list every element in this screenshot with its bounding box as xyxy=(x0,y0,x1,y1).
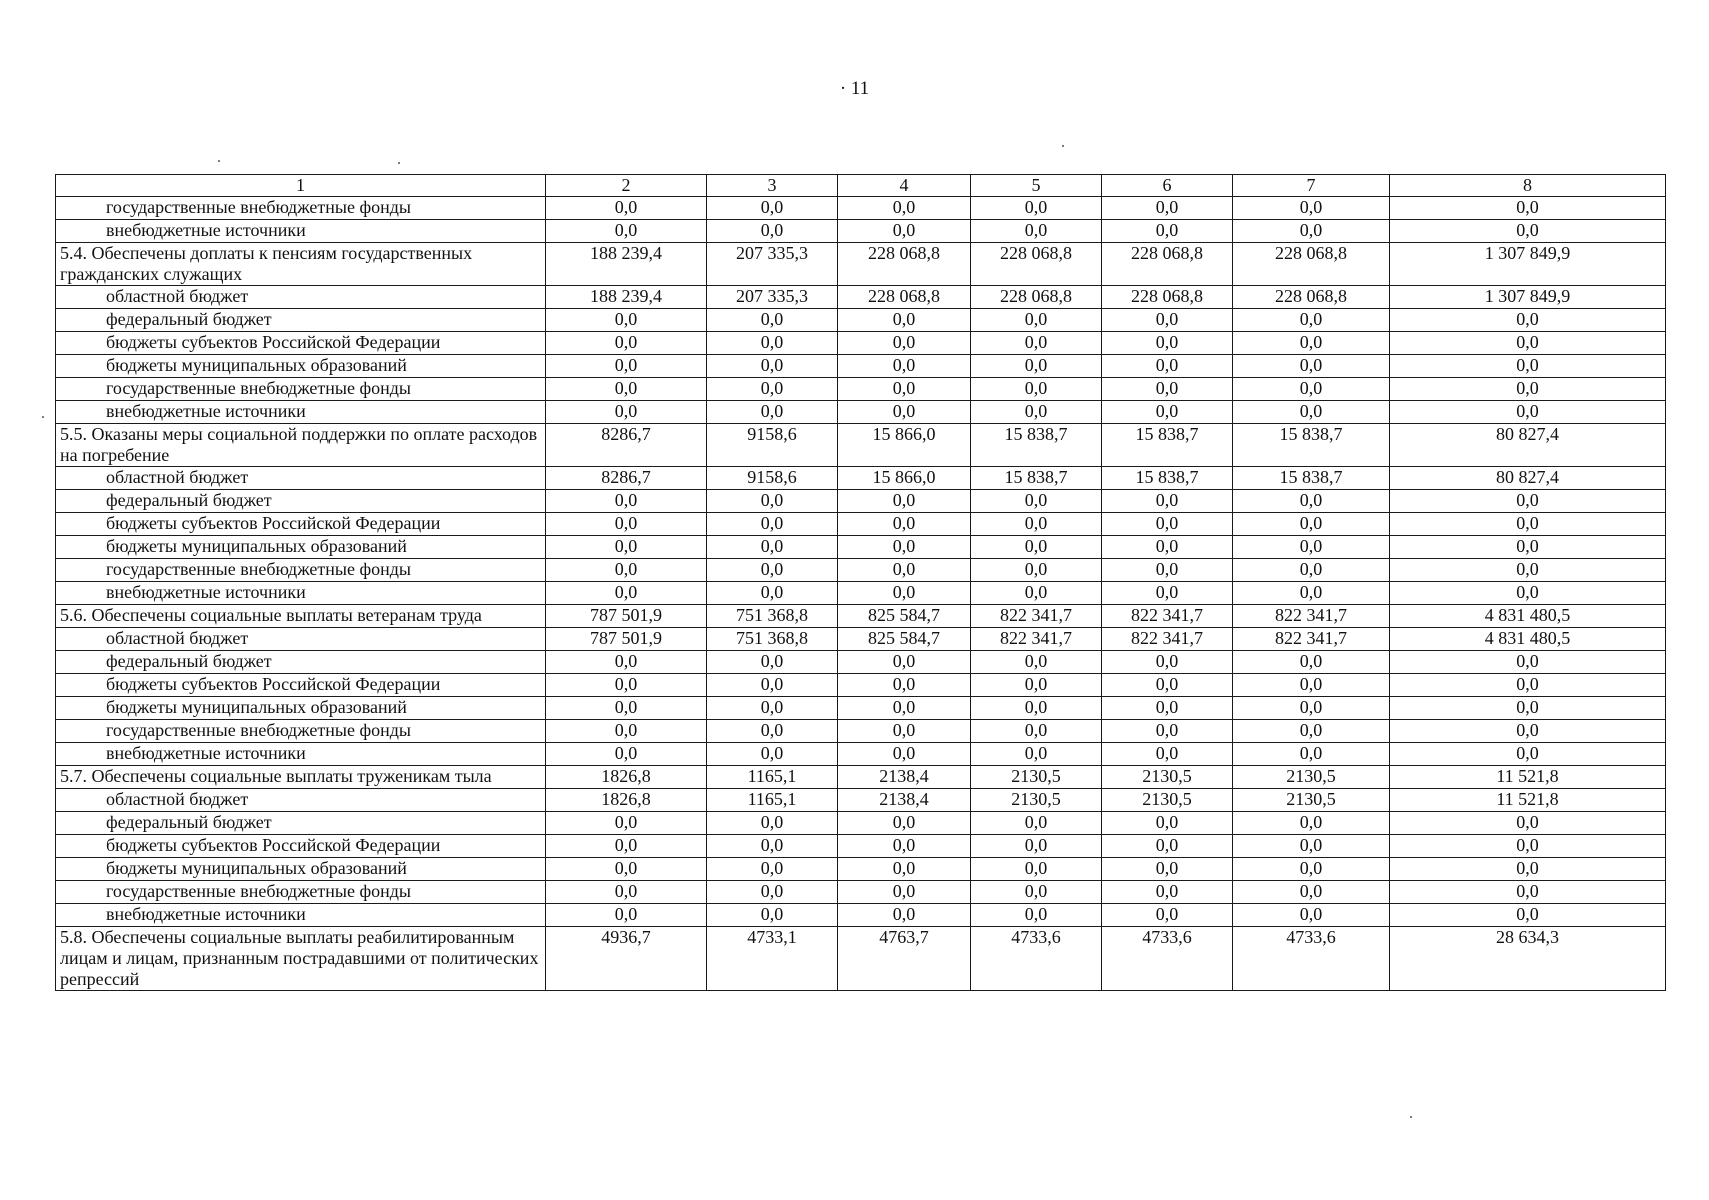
value-cell: 0,0 xyxy=(707,651,838,674)
value-cell: 4733,6 xyxy=(1102,927,1233,991)
value-cell: 0,0 xyxy=(707,197,838,220)
scan-speck xyxy=(1062,145,1064,147)
row-label-cell: федеральный бюджет xyxy=(56,309,546,332)
value-cell: 0,0 xyxy=(707,220,838,243)
value-cell: 4 831 480,5 xyxy=(1390,628,1666,651)
value-cell: 0,0 xyxy=(707,378,838,401)
value-cell: 15 866,0 xyxy=(838,424,971,467)
value-cell: 0,0 xyxy=(838,490,971,513)
row-label-cell: областной бюджет xyxy=(56,467,546,490)
row-label-cell: государственные внебюджетные фонды xyxy=(56,720,546,743)
table-row xyxy=(56,812,1666,835)
value-cell: 0,0 xyxy=(838,904,971,927)
value-cell: 0,0 xyxy=(1233,812,1390,835)
value-cell: 0,0 xyxy=(707,401,838,424)
value-cell: 0,0 xyxy=(546,513,707,536)
value-cell: 0,0 xyxy=(1233,743,1390,766)
section-row xyxy=(56,424,1666,467)
value-cell: 15 838,7 xyxy=(971,467,1102,490)
value-cell: 0,0 xyxy=(546,309,707,332)
value-cell: 2130,5 xyxy=(971,766,1102,789)
value-cell: 0,0 xyxy=(838,536,971,559)
section-row xyxy=(56,243,1666,286)
value-cell: 0,0 xyxy=(971,858,1102,881)
value-cell: 0,0 xyxy=(838,401,971,424)
value-cell: 0,0 xyxy=(838,220,971,243)
value-cell: 0,0 xyxy=(707,858,838,881)
row-label-cell: внебюджетные источники xyxy=(56,220,546,243)
value-cell: 0,0 xyxy=(546,812,707,835)
value-cell: 0,0 xyxy=(1102,812,1233,835)
value-cell: 228 068,8 xyxy=(838,243,971,286)
value-cell: 0,0 xyxy=(1233,536,1390,559)
value-cell: 0,0 xyxy=(838,559,971,582)
value-cell: 0,0 xyxy=(1390,743,1666,766)
value-cell: 0,0 xyxy=(971,720,1102,743)
value-cell: 0,0 xyxy=(546,378,707,401)
value-cell: 0,0 xyxy=(1102,513,1233,536)
row-label-cell: 5.6. Обеспечены социальные выплаты ветеранам труда xyxy=(56,605,546,628)
value-cell: 1826,8 xyxy=(546,789,707,812)
value-cell: 0,0 xyxy=(1390,332,1666,355)
value-cell: 15 838,7 xyxy=(971,424,1102,467)
value-cell: 0,0 xyxy=(971,881,1102,904)
value-cell: 0,0 xyxy=(1233,651,1390,674)
value-cell: 0,0 xyxy=(707,355,838,378)
value-cell: 80 827,4 xyxy=(1390,467,1666,490)
value-cell: 0,0 xyxy=(1233,835,1390,858)
table-row xyxy=(56,628,1666,651)
table-row xyxy=(56,309,1666,332)
value-cell: 0,0 xyxy=(1102,536,1233,559)
value-cell: 0,0 xyxy=(1233,559,1390,582)
value-cell: 0,0 xyxy=(707,904,838,927)
value-cell: 1 307 849,9 xyxy=(1390,243,1666,286)
value-cell: 0,0 xyxy=(546,536,707,559)
value-cell: 0,0 xyxy=(1233,401,1390,424)
scan-speck xyxy=(42,416,44,418)
value-cell: 0,0 xyxy=(546,697,707,720)
value-cell: 0,0 xyxy=(1390,881,1666,904)
value-cell: 0,0 xyxy=(546,401,707,424)
value-cell: 0,0 xyxy=(1390,355,1666,378)
row-label-cell: государственные внебюджетные фонды xyxy=(56,378,546,401)
row-label-cell: внебюджетные источники xyxy=(56,743,546,766)
value-cell: 0,0 xyxy=(1390,858,1666,881)
value-cell: 0,0 xyxy=(1233,220,1390,243)
value-cell: 0,0 xyxy=(838,309,971,332)
value-cell: 0,0 xyxy=(546,904,707,927)
value-cell: 228 068,8 xyxy=(971,243,1102,286)
row-label-cell: государственные внебюджетные фонды xyxy=(56,881,546,904)
table-row xyxy=(56,743,1666,766)
value-cell: 0,0 xyxy=(546,355,707,378)
value-cell: 0,0 xyxy=(971,904,1102,927)
value-cell: 0,0 xyxy=(971,743,1102,766)
page-number-value: 11 xyxy=(850,78,870,99)
value-cell: 0,0 xyxy=(971,220,1102,243)
value-cell: 0,0 xyxy=(1390,697,1666,720)
row-label-cell: федеральный бюджет xyxy=(56,490,546,513)
value-cell: 4733,6 xyxy=(971,927,1102,991)
value-cell: 11 521,8 xyxy=(1390,789,1666,812)
value-cell: 9158,6 xyxy=(707,467,838,490)
value-cell: 0,0 xyxy=(1233,309,1390,332)
value-cell: 0,0 xyxy=(546,881,707,904)
column-header: 2 xyxy=(546,175,707,197)
value-cell: 0,0 xyxy=(1102,220,1233,243)
value-cell: 0,0 xyxy=(838,812,971,835)
column-header: 6 xyxy=(1102,175,1233,197)
value-cell: 0,0 xyxy=(1390,536,1666,559)
value-cell: 2130,5 xyxy=(1102,789,1233,812)
value-cell: 0,0 xyxy=(1390,720,1666,743)
row-label-cell: 5.8. Обеспечены социальные выплаты реабилитированным лицам и лицам, признанным пострадавшими от политических репрессий xyxy=(56,927,546,991)
value-cell: 228 068,8 xyxy=(1102,286,1233,309)
value-cell: 0,0 xyxy=(971,513,1102,536)
value-cell: 15 838,7 xyxy=(1233,424,1390,467)
column-header: 3 xyxy=(707,175,838,197)
value-cell: 0,0 xyxy=(1102,582,1233,605)
table-row xyxy=(56,582,1666,605)
value-cell: 1 307 849,9 xyxy=(1390,286,1666,309)
value-cell: 0,0 xyxy=(1102,559,1233,582)
row-label-cell: областной бюджет xyxy=(56,789,546,812)
value-cell: 0,0 xyxy=(971,674,1102,697)
value-cell: 0,0 xyxy=(1102,332,1233,355)
row-label-cell: внебюджетные источники xyxy=(56,401,546,424)
value-cell: 0,0 xyxy=(971,697,1102,720)
value-cell: 751 368,8 xyxy=(707,605,838,628)
table-row xyxy=(56,332,1666,355)
section-row xyxy=(56,605,1666,628)
value-cell: 15 838,7 xyxy=(1102,424,1233,467)
table-row xyxy=(56,355,1666,378)
row-label-cell: федеральный бюджет xyxy=(56,651,546,674)
value-cell: 0,0 xyxy=(971,651,1102,674)
row-label-cell: бюджеты субъектов Российской Федерации xyxy=(56,332,546,355)
row-label-cell: бюджеты муниципальных образований xyxy=(56,355,546,378)
value-cell: 0,0 xyxy=(1102,490,1233,513)
value-cell: 8286,7 xyxy=(546,424,707,467)
value-cell: 2130,5 xyxy=(971,789,1102,812)
value-cell: 0,0 xyxy=(546,674,707,697)
value-cell: 0,0 xyxy=(546,220,707,243)
value-cell: 207 335,3 xyxy=(707,286,838,309)
value-cell: 0,0 xyxy=(707,513,838,536)
table-row xyxy=(56,881,1666,904)
value-cell: 0,0 xyxy=(1102,881,1233,904)
value-cell: 822 341,7 xyxy=(971,605,1102,628)
value-cell: 0,0 xyxy=(707,743,838,766)
column-header: 4 xyxy=(838,175,971,197)
value-cell: 0,0 xyxy=(1102,743,1233,766)
value-cell: 0,0 xyxy=(1233,197,1390,220)
table-row xyxy=(56,401,1666,424)
value-cell: 0,0 xyxy=(971,197,1102,220)
value-cell: 1826,8 xyxy=(546,766,707,789)
value-cell: 0,0 xyxy=(546,743,707,766)
value-cell: 0,0 xyxy=(1390,490,1666,513)
row-label-cell: областной бюджет xyxy=(56,286,546,309)
value-cell: 0,0 xyxy=(838,697,971,720)
value-cell: 0,0 xyxy=(1102,904,1233,927)
value-cell: 0,0 xyxy=(838,378,971,401)
value-cell: 0,0 xyxy=(1390,904,1666,927)
value-cell: 0,0 xyxy=(707,674,838,697)
value-cell: 4733,6 xyxy=(1233,927,1390,991)
value-cell: 0,0 xyxy=(546,835,707,858)
value-cell: 15 838,7 xyxy=(1102,467,1233,490)
row-label-cell: государственные внебюджетные фонды xyxy=(56,197,546,220)
value-cell: 0,0 xyxy=(838,881,971,904)
value-cell: 0,0 xyxy=(838,835,971,858)
value-cell: 0,0 xyxy=(971,582,1102,605)
value-cell: 0,0 xyxy=(546,490,707,513)
value-cell: 0,0 xyxy=(838,582,971,605)
value-cell: 0,0 xyxy=(1390,197,1666,220)
value-cell: 207 335,3 xyxy=(707,243,838,286)
value-cell: 0,0 xyxy=(838,674,971,697)
value-cell: 0,0 xyxy=(546,197,707,220)
value-cell: 0,0 xyxy=(1390,378,1666,401)
value-cell: 228 068,8 xyxy=(1233,286,1390,309)
value-cell: 0,0 xyxy=(971,309,1102,332)
value-cell: 0,0 xyxy=(1102,674,1233,697)
value-cell: 0,0 xyxy=(1390,582,1666,605)
value-cell: 0,0 xyxy=(1390,835,1666,858)
value-cell: 228 068,8 xyxy=(838,286,971,309)
value-cell: 0,0 xyxy=(1390,674,1666,697)
value-cell: 188 239,4 xyxy=(546,286,707,309)
value-cell: 0,0 xyxy=(1233,355,1390,378)
value-cell: 0,0 xyxy=(971,401,1102,424)
value-cell: 0,0 xyxy=(838,743,971,766)
value-cell: 0,0 xyxy=(546,332,707,355)
value-cell: 9158,6 xyxy=(707,424,838,467)
value-cell: 0,0 xyxy=(1233,720,1390,743)
value-cell: 0,0 xyxy=(546,858,707,881)
table-body xyxy=(56,175,1666,991)
value-cell: 0,0 xyxy=(1102,835,1233,858)
scan-speck xyxy=(398,162,400,164)
value-cell: 0,0 xyxy=(971,355,1102,378)
table-row xyxy=(56,674,1666,697)
value-cell: 0,0 xyxy=(546,720,707,743)
value-cell: 0,0 xyxy=(1233,858,1390,881)
value-cell: 4763,7 xyxy=(838,927,971,991)
value-cell: 15 838,7 xyxy=(1233,467,1390,490)
table-row xyxy=(56,697,1666,720)
column-header: 1 xyxy=(56,175,546,197)
table-row xyxy=(56,197,1666,220)
value-cell: 0,0 xyxy=(1390,559,1666,582)
value-cell: 0,0 xyxy=(1233,332,1390,355)
value-cell: 0,0 xyxy=(971,378,1102,401)
header-row xyxy=(56,175,1666,197)
value-cell: 0,0 xyxy=(1390,220,1666,243)
value-cell: 825 584,7 xyxy=(838,628,971,651)
value-cell: 822 341,7 xyxy=(971,628,1102,651)
value-cell: 0,0 xyxy=(1102,401,1233,424)
row-label-cell: бюджеты муниципальных образований xyxy=(56,697,546,720)
value-cell: 0,0 xyxy=(1102,197,1233,220)
value-cell: 15 866,0 xyxy=(838,467,971,490)
row-label-cell: бюджеты муниципальных образований xyxy=(56,858,546,881)
table-row xyxy=(56,378,1666,401)
value-cell: 0,0 xyxy=(971,536,1102,559)
table-row xyxy=(56,220,1666,243)
value-cell: 2138,4 xyxy=(838,766,971,789)
value-cell: 0,0 xyxy=(707,720,838,743)
value-cell: 228 068,8 xyxy=(971,286,1102,309)
value-cell: 2138,4 xyxy=(838,789,971,812)
value-cell: 0,0 xyxy=(1102,309,1233,332)
value-cell: 0,0 xyxy=(1102,355,1233,378)
value-cell: 0,0 xyxy=(971,559,1102,582)
value-cell: 787 501,9 xyxy=(546,605,707,628)
value-cell: 0,0 xyxy=(707,309,838,332)
value-cell: 2130,5 xyxy=(1233,766,1390,789)
value-cell: 228 068,8 xyxy=(1102,243,1233,286)
value-cell: 0,0 xyxy=(707,332,838,355)
value-cell: 0,0 xyxy=(707,812,838,835)
value-cell: 0,0 xyxy=(707,536,838,559)
row-label-cell: 5.5. Оказаны меры социальной поддержки по оплате расходов на погребение xyxy=(56,424,546,467)
table-row xyxy=(56,559,1666,582)
value-cell: 0,0 xyxy=(1390,513,1666,536)
value-cell: 0,0 xyxy=(1390,651,1666,674)
value-cell: 2130,5 xyxy=(1233,789,1390,812)
value-cell: 751 368,8 xyxy=(707,628,838,651)
table-row xyxy=(56,467,1666,490)
value-cell: 0,0 xyxy=(1233,490,1390,513)
value-cell: 0,0 xyxy=(1233,582,1390,605)
value-cell: 0,0 xyxy=(1102,858,1233,881)
page-number xyxy=(0,78,1709,100)
section-row xyxy=(56,766,1666,789)
value-cell: 0,0 xyxy=(1390,309,1666,332)
page-number-dot: · xyxy=(839,78,851,99)
value-cell: 0,0 xyxy=(707,559,838,582)
value-cell: 0,0 xyxy=(971,332,1102,355)
scan-speck xyxy=(1410,1116,1412,1118)
row-label-cell: 5.4. Обеспечены доплаты к пенсиям государственных гражданских служащих xyxy=(56,243,546,286)
table-row xyxy=(56,651,1666,674)
value-cell: 0,0 xyxy=(1390,812,1666,835)
value-cell: 0,0 xyxy=(1102,378,1233,401)
value-cell: 0,0 xyxy=(1233,881,1390,904)
row-label-cell: государственные внебюджетные фонды xyxy=(56,559,546,582)
scan-speck xyxy=(218,160,220,162)
value-cell: 822 341,7 xyxy=(1233,605,1390,628)
table-row xyxy=(56,513,1666,536)
table-row xyxy=(56,789,1666,812)
value-cell: 825 584,7 xyxy=(838,605,971,628)
value-cell: 0,0 xyxy=(971,490,1102,513)
value-cell: 0,0 xyxy=(1102,720,1233,743)
section-row xyxy=(56,927,1666,991)
value-cell: 0,0 xyxy=(838,197,971,220)
table-row xyxy=(56,720,1666,743)
value-cell: 0,0 xyxy=(707,582,838,605)
table-row xyxy=(56,858,1666,881)
value-cell: 0,0 xyxy=(1233,674,1390,697)
value-cell: 0,0 xyxy=(1390,401,1666,424)
budget-table xyxy=(55,174,1666,991)
value-cell: 0,0 xyxy=(838,720,971,743)
value-cell: 0,0 xyxy=(1233,378,1390,401)
value-cell: 1165,1 xyxy=(707,766,838,789)
table-row xyxy=(56,904,1666,927)
value-cell: 0,0 xyxy=(838,513,971,536)
row-label-cell: бюджеты субъектов Российской Федерации xyxy=(56,835,546,858)
row-label-cell: областной бюджет xyxy=(56,628,546,651)
row-label-cell: бюджеты муниципальных образований xyxy=(56,536,546,559)
value-cell: 0,0 xyxy=(838,332,971,355)
value-cell: 0,0 xyxy=(707,697,838,720)
table-row xyxy=(56,835,1666,858)
value-cell: 0,0 xyxy=(707,490,838,513)
row-label-cell: федеральный бюджет xyxy=(56,812,546,835)
value-cell: 0,0 xyxy=(838,355,971,378)
value-cell: 0,0 xyxy=(971,835,1102,858)
value-cell: 0,0 xyxy=(971,812,1102,835)
value-cell: 80 827,4 xyxy=(1390,424,1666,467)
row-label-cell: внебюджетные источники xyxy=(56,582,546,605)
value-cell: 822 341,7 xyxy=(1102,605,1233,628)
value-cell: 0,0 xyxy=(1233,513,1390,536)
value-cell: 11 521,8 xyxy=(1390,766,1666,789)
value-cell: 0,0 xyxy=(707,835,838,858)
column-header: 5 xyxy=(971,175,1102,197)
value-cell: 822 341,7 xyxy=(1233,628,1390,651)
value-cell: 0,0 xyxy=(546,559,707,582)
column-header: 8 xyxy=(1390,175,1666,197)
table-row xyxy=(56,490,1666,513)
row-label-cell: бюджеты субъектов Российской Федерации xyxy=(56,513,546,536)
value-cell: 8286,7 xyxy=(546,467,707,490)
value-cell: 0,0 xyxy=(1233,697,1390,720)
value-cell: 4 831 480,5 xyxy=(1390,605,1666,628)
row-label-cell: бюджеты субъектов Российской Федерации xyxy=(56,674,546,697)
value-cell: 0,0 xyxy=(546,582,707,605)
value-cell: 787 501,9 xyxy=(546,628,707,651)
value-cell: 0,0 xyxy=(1102,651,1233,674)
value-cell: 228 068,8 xyxy=(1233,243,1390,286)
value-cell: 4733,1 xyxy=(707,927,838,991)
row-label-cell: внебюджетные источники xyxy=(56,904,546,927)
value-cell: 0,0 xyxy=(1233,904,1390,927)
value-cell: 188 239,4 xyxy=(546,243,707,286)
value-cell: 0,0 xyxy=(838,651,971,674)
column-header: 7 xyxy=(1233,175,1390,197)
value-cell: 1165,1 xyxy=(707,789,838,812)
value-cell: 2130,5 xyxy=(1102,766,1233,789)
value-cell: 0,0 xyxy=(1102,697,1233,720)
value-cell: 4936,7 xyxy=(546,927,707,991)
row-label-cell: 5.7. Обеспечены социальные выплаты труженикам тыла xyxy=(56,766,546,789)
table-row xyxy=(56,286,1666,309)
value-cell: 0,0 xyxy=(838,858,971,881)
table-row xyxy=(56,536,1666,559)
value-cell: 0,0 xyxy=(707,881,838,904)
value-cell: 0,0 xyxy=(546,651,707,674)
value-cell: 822 341,7 xyxy=(1102,628,1233,651)
value-cell: 28 634,3 xyxy=(1390,927,1666,991)
